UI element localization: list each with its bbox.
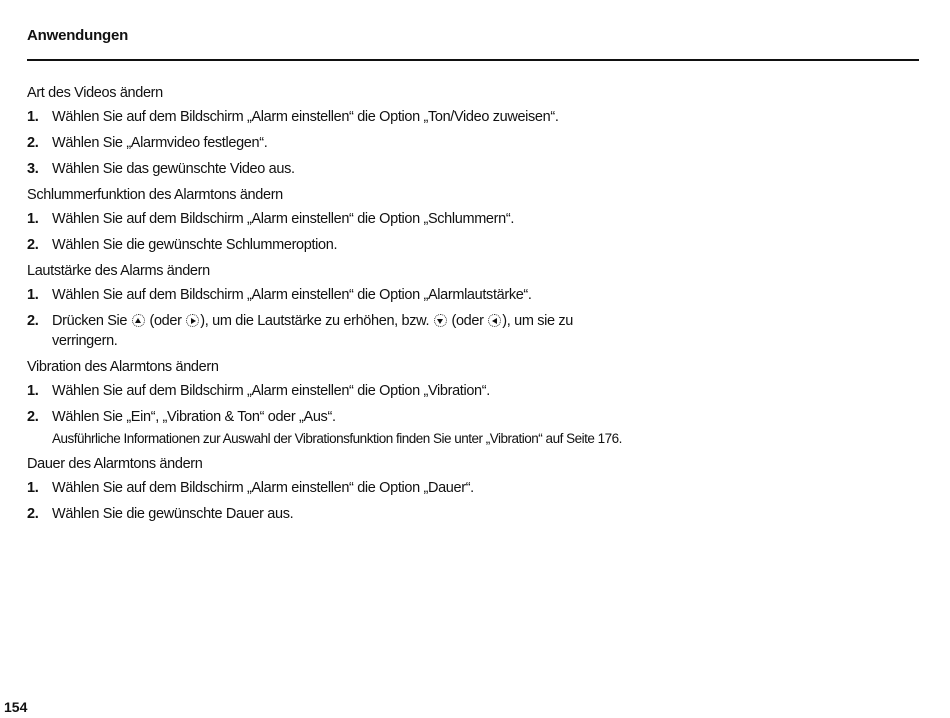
step-text-part: ), um sie zu verringern. — [52, 313, 574, 349]
step-text — [52, 313, 573, 349]
manual-content — [27, 83, 627, 530]
header-rule — [27, 59, 919, 61]
section-duration — [27, 454, 627, 524]
step-number: 1. — [27, 480, 39, 496]
step — [27, 478, 627, 498]
step-text: Wählen Sie „Ein“, „Vibration & Ton“ oder „Aus“. — [52, 409, 336, 425]
step-number: 3. — [27, 161, 39, 177]
step-text-part: ), um die Lautstärke zu erhöhen, bzw. — [200, 313, 433, 329]
section-title: Lautstärke des Alarms ändern — [27, 263, 210, 279]
step-number: 1. — [27, 383, 39, 399]
step-text: Wählen Sie auf dem Bildschirm „Alarm einstellen“ die Option „Dauer“. — [52, 480, 474, 496]
step-text-part: (oder — [145, 313, 186, 329]
page-number: 154 — [4, 699, 28, 715]
step-text: Wählen Sie „Alarmvideo festlegen“. — [52, 135, 268, 151]
step-number: 2. — [27, 135, 39, 151]
step-number: 2. — [27, 409, 39, 425]
step-number: 1. — [27, 211, 39, 227]
step-number: 2. — [27, 506, 39, 522]
step-text: Wählen Sie auf dem Bildschirm „Alarm einstellen“ die Option „Vibration“. — [52, 383, 490, 399]
step-text-part: (oder — [447, 313, 488, 329]
section-title: Art des Videos ändern — [27, 85, 163, 101]
step-number: 1. — [27, 109, 39, 125]
step-text: Wählen Sie das gewünschte Video aus. — [52, 161, 295, 177]
step-number: 2. — [27, 237, 39, 253]
step — [27, 107, 627, 127]
nav-right-key-icon — [186, 314, 199, 327]
step-text-part: Drücken Sie — [52, 313, 131, 329]
step-text: Wählen Sie auf dem Bildschirm „Alarm einstellen“ die Option „Ton/Video zuweisen“. — [52, 109, 559, 125]
nav-down-key-icon — [434, 314, 447, 327]
section-volume — [27, 261, 627, 351]
step-number: 1. — [27, 287, 39, 303]
section-title: Vibration des Alarmtons ändern — [27, 359, 219, 375]
section-snooze — [27, 185, 627, 255]
step — [27, 311, 627, 351]
step-note: Ausführliche Informationen zur Auswahl der Vibrationsfunktion finden Sie unter „Vibration“ auf Seite 176. — [52, 431, 622, 446]
section-title: Dauer des Alarmtons ändern — [27, 456, 203, 472]
nav-up-key-icon — [132, 314, 145, 327]
step — [27, 285, 627, 305]
step-text: Wählen Sie die gewünschte Schlummeroption. — [52, 237, 338, 253]
step-text: Wählen Sie die gewünschte Dauer aus. — [52, 506, 294, 522]
step — [27, 407, 627, 448]
nav-left-key-icon — [488, 314, 501, 327]
step-text: Wählen Sie auf dem Bildschirm „Alarm einstellen“ die Option „Alarmlautstärke“. — [52, 287, 532, 303]
step — [27, 381, 627, 401]
step — [27, 235, 627, 255]
step-number: 2. — [27, 313, 39, 329]
section-header: Anwendungen — [27, 27, 129, 44]
step — [27, 209, 627, 229]
section-video-type — [27, 83, 627, 179]
step-text: Wählen Sie auf dem Bildschirm „Alarm einstellen“ die Option „Schlummern“. — [52, 211, 514, 227]
step — [27, 159, 627, 179]
step — [27, 133, 627, 153]
section-vibration — [27, 357, 627, 448]
step — [27, 504, 627, 524]
section-title: Schlummerfunktion des Alarmtons ändern — [27, 187, 283, 203]
